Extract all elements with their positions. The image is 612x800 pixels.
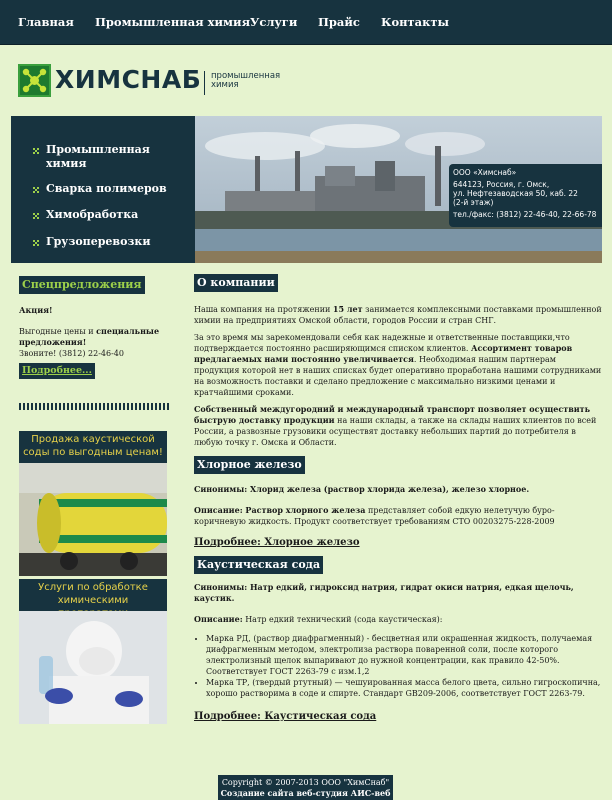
- contact-address-3: (2-й этаж): [453, 198, 494, 207]
- logo-tagline: промышленная химия: [211, 71, 281, 90]
- special-heading: Спецпредложения: [19, 276, 145, 294]
- contact-phone: тел./факс: (3812) 22-46-40, 22-66-78: [453, 210, 597, 219]
- dotted-divider: [19, 403, 169, 410]
- side-menu: Промышленная химия Сварка полимеров Химобработка Грузоперевозки: [11, 116, 195, 263]
- nav-services[interactable]: Услуги: [250, 15, 298, 29]
- contact-box: [449, 164, 602, 227]
- bullet-icon: [33, 148, 40, 155]
- footer-credit[interactable]: Создание сайта веб-студия АИС-веб: [220, 788, 391, 798]
- bullet-icon: [33, 240, 40, 247]
- nav-price[interactable]: Прайс: [318, 15, 360, 29]
- soda-heading: Каустическая сода: [194, 556, 323, 574]
- contact-company: ООО «Химснаб»: [453, 168, 517, 177]
- soda-synonyms: Синонимы: Натр едкий, гидроксид натрия, гидрат окиси натрия, едкая щелочь, каустик.: [194, 582, 574, 603]
- about-paragraph-3: Собственный междугородний и международный транспорт позволяет осуществить быструю доставку продукции на наши склады, а также на склады наших клиентов по всей России, а развозные грузовики осуществят доставку небольших партий до потребителя в любую точку г. Омска и Области.: [194, 404, 597, 447]
- top-nav: [0, 0, 612, 45]
- factory-banner: [195, 116, 602, 263]
- footer-copyright: Copyright © 2007-2013 ООО "ХимСнаб": [221, 778, 390, 787]
- contact-address-2: ул. Нефтезаводская 50, каб. 22: [453, 189, 578, 198]
- nav-contacts[interactable]: Контакты: [381, 15, 450, 29]
- tank-car-image: [19, 463, 167, 576]
- about-paragraph-2: За это время мы зарекомендовали себя как надежные и ответственные поставщики,что подтверждается постоянно расширяющимся списком клиентов. Ассортимент товаров предлагаемых нами постоянно увеличивается. Необходимая нашим партнерам продукция которой нет в наших списках будет оперативно проработана нашими сотрудниками на возможность поставки и сделано предложение с максимально низкими ценами и кратчайшими сроками.: [194, 333, 602, 397]
- special-action: Акция!: [19, 305, 53, 315]
- special-more-link[interactable]: Подробнее...: [19, 363, 95, 379]
- nav-industrial-chemistry[interactable]: Промышленная химия: [95, 15, 251, 29]
- special-call: Звоните! (3812) 22-46-40: [19, 348, 124, 358]
- logo-divider: [204, 71, 205, 95]
- contact-address-1: 644123, Россия, г. Омск,: [453, 180, 550, 189]
- iron-heading: Хлорное железо: [194, 456, 305, 474]
- iron-synonyms: Синонимы: Хлорид железа (раствор хлорида железа), железо хлорное.: [194, 484, 530, 494]
- promo-chemical-treatment-title: Услуги по обработке химическими: [38, 582, 148, 606]
- iron-description: Описание: Раствор хлорного железа представляет собой едкую нелетучую буро-коричневую жидкость. Продукт соответствует требованиям СТО 00203275-228-2009: [194, 505, 555, 526]
- soda-grades-list: [206, 633, 602, 699]
- main-content: [194, 274, 602, 722]
- soda-description: Описание: Натр едкий технический (сода каустическая):: [194, 614, 443, 624]
- about-heading: О компании: [194, 274, 278, 292]
- promo-chemical-treatment[interactable]: [19, 579, 167, 724]
- nav-home[interactable]: Главная: [18, 15, 74, 29]
- promo-caustic-soda-title: Продажа каустической соды по выгодным ценам!: [23, 434, 163, 458]
- special-offers: [19, 276, 169, 379]
- promo-caustic-soda[interactable]: [19, 431, 167, 576]
- about-paragraph-1: Наша компания на протяжении 15 лет занимается комплексными поставками промышленной химии на предприятиях Омской области, городов России и стран СНГ.: [194, 304, 602, 325]
- iron-more-link[interactable]: Подробнее: Хлорное железо: [194, 537, 360, 548]
- list-item: • Марка ТР, (твердый ртутный) — чешуированная масса белого цвета, сильно гигроскопична, хорошо растворима в соде и спирте. Стандарт GB209-2006, соответствует ГОСТ 2263-79.: [206, 677, 602, 699]
- soda-more-link[interactable]: Подробнее: Каустическая сода: [194, 711, 377, 722]
- molecule-icon: [18, 64, 51, 97]
- special-text: Выгодные цены и специальные предложения!: [19, 325, 160, 347]
- bullet-icon: [33, 213, 40, 220]
- chemist-image: [19, 611, 167, 724]
- logo-brand: ХИМСНАБ: [55, 65, 202, 94]
- bullet-icon: [33, 187, 40, 194]
- footer: [218, 775, 393, 800]
- list-item: • Марка РД, (раствор диафрагменный) - бесцветная или окрашенная жидкость, получаемая диафрагменным методом, электролиза раствора поваренной соли, после которого электролизный щелок выпаривают до нужной концентрации, как правило 42-50%. Соответствует ГОСТ 2263-79 с изм.1,2: [206, 633, 602, 677]
